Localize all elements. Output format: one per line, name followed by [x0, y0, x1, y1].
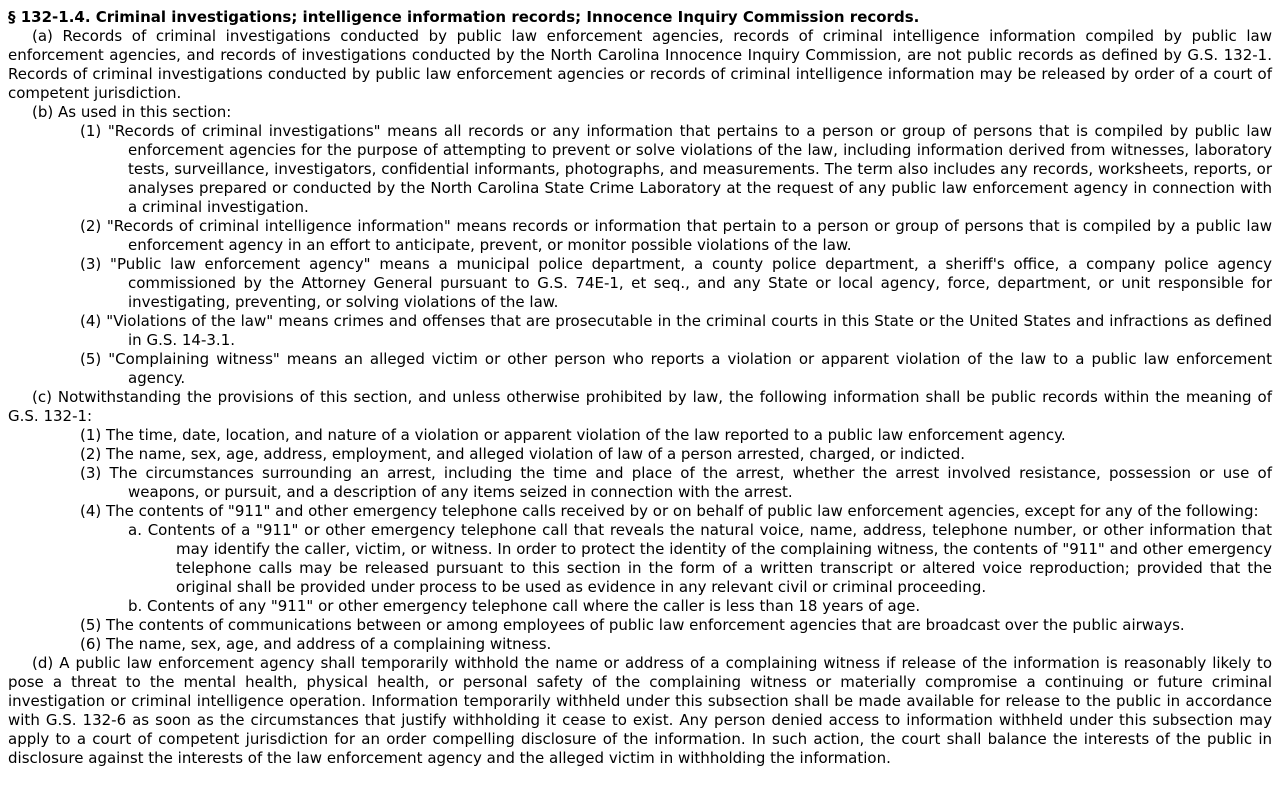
section-title: § 132-1.4. Criminal investigations; intelligence information records; Innocence Inquiry Commission records.: [8, 8, 920, 26]
subsection-b: (b) As used in this section:: [32, 103, 232, 121]
statute-document: [8, 8, 1272, 768]
subsection-c: (c) Notwithstanding the provisions of this section, and unless otherwise prohibited by law, the following information shall be public records within the meaning of G.S. 132-1:: [8, 388, 1272, 425]
public-record-item: (3) The circumstances surrounding an arrest, including the time and place of the arrest, whether the arrest involved resistance, possession or use of weapons, or pursuit, and a description of any items seized in connection with the arrest.: [80, 464, 1272, 501]
sub-item: a. Contents of a "911" or other emergency telephone call that reveals the natural voice, name, address, telephone number, or other information that may identify the caller, victim, or witness. In order to protect the identity of the complaining witness, the contents of "911" and other emergency telephone calls may be released pursuant to this section in the form of a written transcript or altered voice reproduction; provided that the original shall be provided under process to be used as evidence in any relevant civil or criminal proceeding.: [128, 521, 1272, 596]
subsection-d: (d) A public law enforcement agency shall temporarily withhold the name or address of a complaining witness if release of the information is reasonably likely to pose a threat to the mental health, physical health, or personal safety of the complaining witness or materially compromise a continuing or future criminal investigation or criminal intelligence operation. Information temporarily withheld under this subsection shall be made available for release to the public in accordance with G.S. 132-6 as soon as the circumstances that justify withholding it cease to exist. Any person denied access to information withheld under this subsection may apply to a court of competent jurisdiction for an order compelling disclosure of the information. In such action, the court shall balance the interests of the public in disclosure against the interests of the law enforcement agency and the alleged victim in withholding the information.: [8, 654, 1272, 767]
definition-item: (1) "Records of criminal investigations" means all records or any information that pertains to a person or group of persons that is compiled by public law enforcement agencies for the purpose of attempting to prevent or solve violations of the law, including information derived from witnesses, laboratory tests, surveillance, investigators, confidential informants, photographs, and measurements. The term also includes any records, worksheets, reports, or analyses prepared or conducted by the North Carolina State Crime Laboratory at the request of any public law enforcement agency in connection with a criminal investigation.: [80, 122, 1272, 216]
definition-item: (5) "Complaining witness" means an alleged victim or other person who reports a violation or apparent violation of the law to a public law enforcement agency.: [80, 350, 1272, 387]
public-record-item: (5) The contents of communications between or among employees of public law enforcement agencies that are broadcast over the public airways.: [80, 616, 1185, 634]
definition-item: (2) "Records of criminal intelligence information" means records or information that pertain to a person or group of persons that is compiled by a public law enforcement agency in an effort to anticipate, prevent, or monitor possible violations of the law.: [80, 217, 1272, 254]
definition-item: (4) "Violations of the law" means crimes and offenses that are prosecutable in the criminal courts in this State or the United States and infractions as defined in G.S. 14-3.1.: [80, 312, 1272, 349]
definition-item: (3) "Public law enforcement agency" means a municipal police department, a county police department, a sheriff's office, a company police agency commissioned by the Attorney General pursuant to G.S. 74E-1, et seq., and any State or local agency, force, department, or unit responsible for investigating, preventing, or solving violations of the law.: [80, 255, 1272, 311]
public-record-item: (2) The name, sex, age, address, employment, and alleged violation of law of a person arrested, charged, or indicted.: [80, 445, 966, 463]
sub-item: b. Contents of any "911" or other emergency telephone call where the caller is less than 18 years of age.: [128, 597, 921, 615]
public-record-item: (1) The time, date, location, and nature of a violation or apparent violation of the law reported to a public law enforcement agency.: [80, 426, 1066, 444]
subsection-a: (a) Records of criminal investigations conducted by public law enforcement agencies, records of criminal intelligence information compiled by public law enforcement agencies, and records of investigations conducted by the North Carolina Innocence Inquiry Commission, are not public records as defined by G.S. 132-1. Records of criminal investigations conducted by public law enforcement agencies or records of criminal intelligence information may be released by order of a court of competent jurisdiction.: [8, 27, 1272, 102]
public-record-item: (6) The name, sex, age, and address of a complaining witness.: [80, 635, 552, 653]
public-record-item: (4) The contents of "911" and other emergency telephone calls received by or on behalf of public law enforcement agencies, except for any of the following:: [80, 502, 1259, 520]
